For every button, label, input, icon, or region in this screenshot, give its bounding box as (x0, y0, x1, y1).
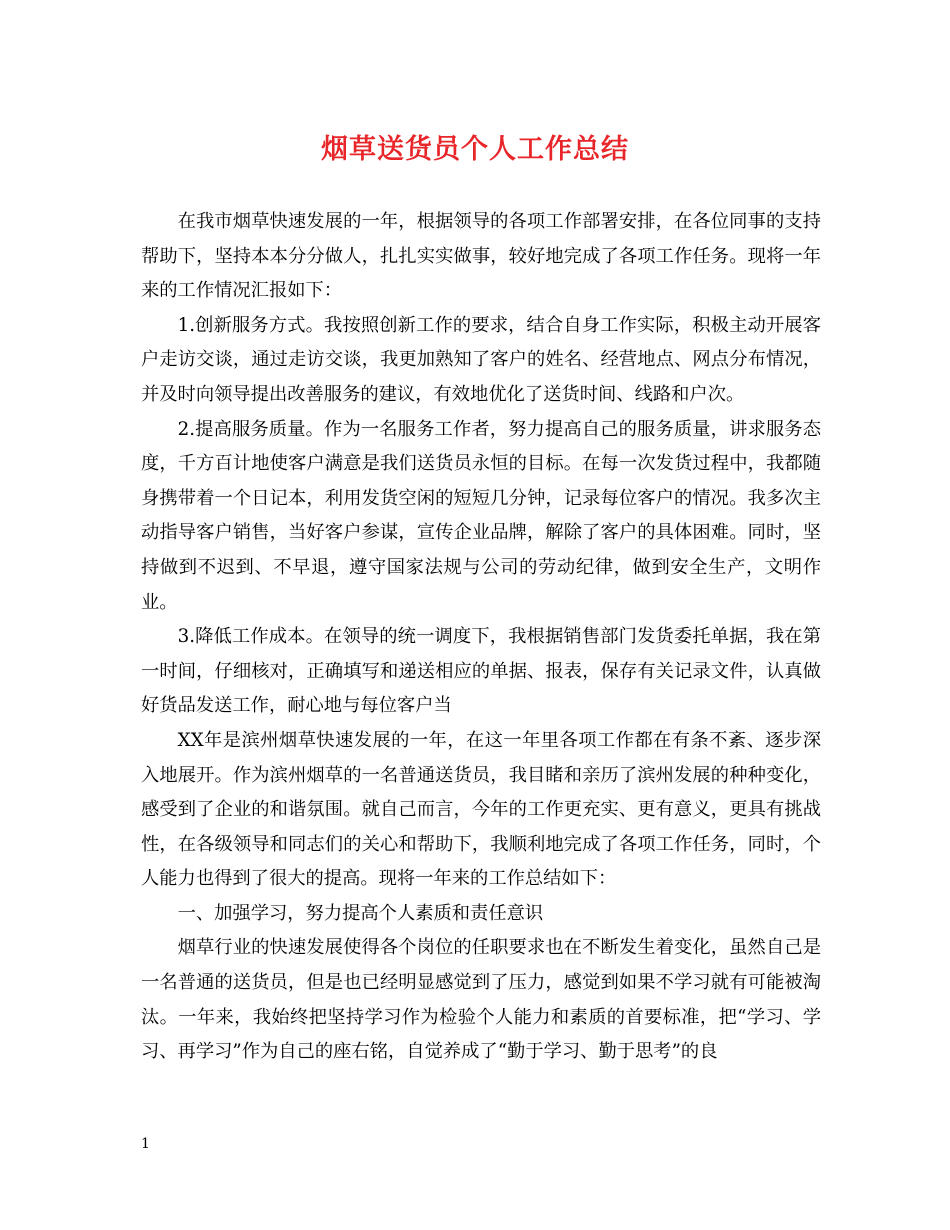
document-body (141, 205, 821, 1070)
paragraph-item-1: 1.创新服务方式。我按照创新工作的要求，结合自身工作实际，积极主动开展客户走访交谈，通过走访交谈，我更加熟知了客户的姓名、经营地点、网点分布情况，并及时向领导提出改善服务的建议，有效地优化了送货时间、线路和户次。 (141, 314, 821, 405)
paragraph-learning: 烟草行业的快速发展使得各个岗位的任职要求也在不断发生着变化，虽然自己是一名普通的送货员，但是也已经明显感觉到了压力，感觉到如果不学习就有可能被淘汰。一年来，我始终把坚持学习作为检验个人能力和素质的首要标准，把“学习、学习、再学习”作为自己的座右铭，自觉养成了“勤于学习、勤于思考”的良 (141, 937, 821, 1063)
page-number: 1 (141, 1136, 150, 1152)
paragraph-intro: 在我市烟草快速发展的一年，根据领导的各项工作部署安排，在各位同事的支持帮助下，坚持本本分分做人，扎扎实实做事，较好地完成了各项工作任务。现将一年来的工作情况汇报如下： (141, 211, 821, 302)
paragraph-item-2: 2.提高服务质量。作为一名服务工作者，努力提高自己的服务质量，讲求服务态度，千方百计地使客户满意是我们送货员永恒的目标。在每一次发货过程中，我都随身携带着一个日记本，利用发货空闲的短短几分钟，记录每位客户的情况。我多次主动指导客户销售，当好客户参谋，宣传企业品牌，解除了客户的具体困难。同时，坚持做到不迟到、不早退，遵守国家法规与公司的劳动纪律，做到安全生产，文明作业。 (141, 418, 821, 613)
paragraph-item-3: 3.降低工作成本。在领导的统一调度下，我根据销售部门发货委托单据，我在第一时间，仔细核对，正确填写和递送相应的单据、报表，保存有关记录文件，认真做好货品发送工作，耐心地与每位客户当 (141, 626, 821, 717)
document-title: 烟草送货员个人工作总结 (321, 134, 629, 165)
section-heading-1: 一、加强学习，努力提高个人素质和责任意识 (177, 902, 544, 924)
paragraph-xx-year: XX年是滨州烟草快速发展的一年，在这一年里各项工作都在有条不紊、逐步深入地展开。作为滨州烟草的一名普通送货员，我目睹和亲历了滨州发展的种种变化，感受到了企业的和谐氛围。就自己而言，今年的工作更充实、更有意义，更具有挑战性，在各级领导和同志们的关心和帮助下，我顺利地完成了各项工作任务，同时，个人能力也得到了很大的提高。现将一年来的工作总结如下： (141, 729, 821, 890)
